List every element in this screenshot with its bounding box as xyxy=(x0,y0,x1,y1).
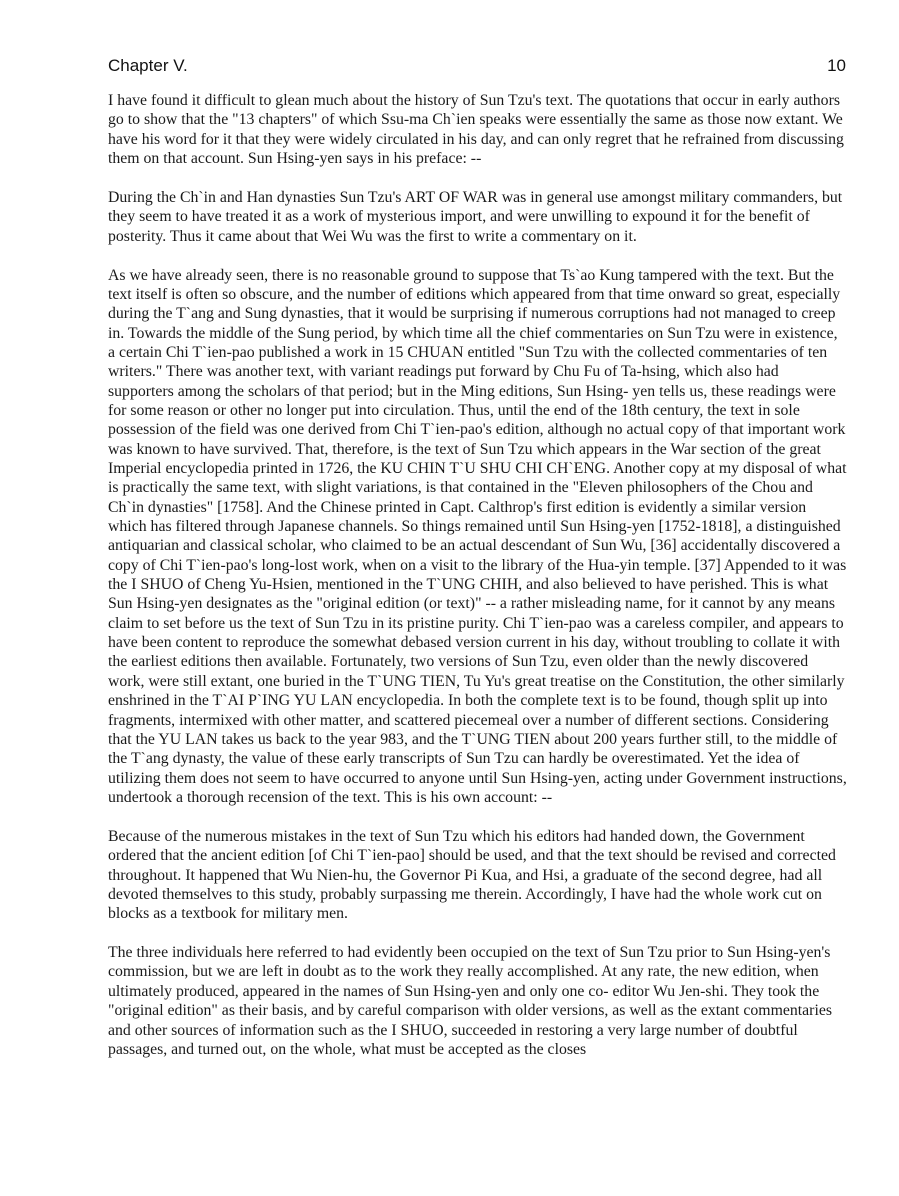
paragraph-3: As we have already seen, there is no reasonable ground to suppose that Ts`ao Kung tampered with the text. But the text itself is often so obscure, and the number of editions which appeared from that time onward so great, especially during the T`ang and Sung dynasties, that it would be surprising if numerous corruptions had not managed to creep in. Towards the middle of the Sung period, by which time all the chief commentaries on Sun Tzu were in existence, a certain Chi T`ien-pao published a work in 15 CHUAN entitled "Sun Tzu with the collected commentaries of ten writers." There was another text, with variant readings put forward by Chu Fu of Ta-hsing, which also had supporters among the scholars of that period; but in the Ming editions, Sun Hsing- yen tells us, these readings were for some reason or other no longer put into circulation. Thus, until the end of the 18th century, the text in sole possession of the field was one derived from Chi T`ien-pao's edition, although no actual copy of that important work was known to have survived. That, therefore, is the text of Sun Tzu which appears in the War section of the great Imperial encyclopedia printed in 1726, the KU CHIN T`U SHU CHI CH`ENG. Another copy at my disposal of what is practically the same text, with slight variations, is that contained in the "Eleven philosophers of the Chou and Ch`in dynasties" [1758]. And the Chinese printed in Capt. Calthrop's first edition is evidently a similar version which has filtered through Japanese channels. So things remained until Sun Hsing-yen [1752-1818], a distinguished antiquarian and classical scholar, who claimed to be an actual descendant of Sun Wu, [36] accidentally discovered a copy of Chi T`ien-pao's long-lost work, when on a visit to the library of the Hua-yin temple. [37] Appended to it was the I SHUO of Cheng Yu-Hsien, mentioned in the T`UNG CHIH, and also believed to have perished. This is what Sun Hsing-yen designates as the "original edition (or text)" -- a rather misleading name, for it cannot by any means claim to set before us the text of Sun Tzu in its pristine purity. Chi T`ien-pao was a careless compiler, and appears to have been content to reproduce the somewhat debased version current in his day, without troubling to collate it with the earliest editions then available. Fortunately, two versions of Sun Tzu, even older than the newly discovered work, were still extant, one buried in the T`UNG TIEN, Tu Yu's great treatise on the Constitution, the other similarly enshrined in the T`AI P`ING YU LAN encyclopedia. In both the complete text is to be found, though split up into fragments, intermixed with other matter, and scattered piecemeal over a number of different sections. Considering that the YU LAN takes us back to the year 983, and the T`UNG TIEN about 200 years further still, to the middle of the T`ang dynasty, the value of these early transcripts of Sun Tzu can hardly be overestimated. Yet the idea of utilizing them does not seem to have occurred to anyone until Sun Hsing-yen, acting under Government instructions, undertook a thorough recension of the text. This is his own account: -- xyxy=(108,266,847,806)
paragraph-1: I have found it difficult to glean much about the history of Sun Tzu's text. The quotations that occur in early authors go to show that the "13 chapters" of which Ssu-ma Ch`ien speaks were essentially the same as those now extant. We have his word for it that they were widely circulated in his day, and can only regret that he refrained from discussing them on that account. Sun Hsing-yen says in his preface: -- xyxy=(108,92,844,168)
page-number: 10 xyxy=(827,56,846,75)
paragraph-5: The three individuals here referred to had evidently been occupied on the text of Sun Tzu prior to Sun Hsing-yen's commission, but we are left in doubt as to the work they really accomplished. At any rate, the new edition, when ultimately produced, appeared in the names of Sun Hsing-yen and only one co- editor Wu Jen-shi. They took the "original edition" as their basis, and by careful comparison with older versions, as well as the extant commentaries and other sources of information such as the I SHUO, succeeded in restoring a very large number of doubtful passages, and turned out, on the whole, what must be accepted as the closes xyxy=(108,944,832,1058)
paragraph-2: During the Ch`in and Han dynasties Sun Tzu's ART OF WAR was in general use amongst military commanders, but they seem to have treated it as a work of mysterious import, and were unwilling to expound it for the benefit of posterity. Thus it came about that Wei Wu was the first to write a commentary on it. xyxy=(108,188,843,245)
body-text xyxy=(108,91,848,1079)
paragraph-4: Because of the numerous mistakes in the text of Sun Tzu which his editors had handed down, the Government ordered that the ancient edition [of Chi T`ien-pao] should be used, and that the text should be revised and corrected throughout. It happened that Wu Nien-hu, the Governor Pi Kua, and Hsi, a graduate of the second degree, had all devoted themselves to this study, probably surpassing me therein. Accordingly, I have had the whole work cut on blocks as a textbook for military men. xyxy=(108,827,836,923)
chapter-title: Chapter V. xyxy=(108,56,188,75)
page-header xyxy=(108,56,846,80)
